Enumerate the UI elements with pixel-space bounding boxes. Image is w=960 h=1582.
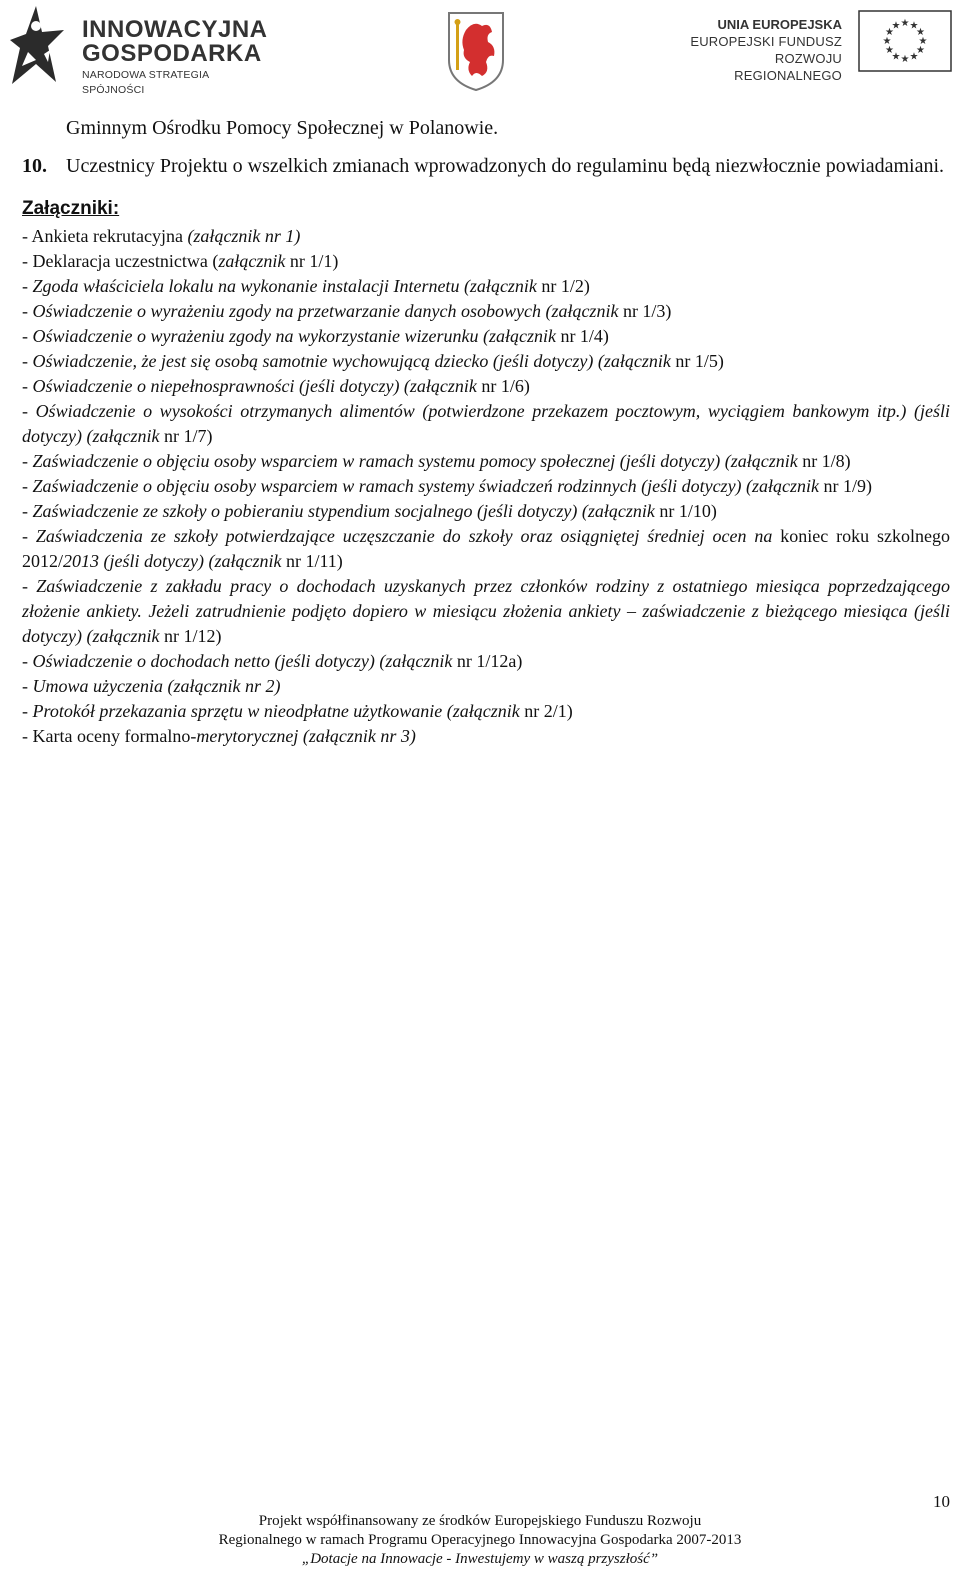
attachment-item: - Oświadczenie, że jest się osobą samotnie wychowującą dziecko (jeśli dotyczy) (załącznik nr 1/5)	[22, 351, 724, 371]
footer-line-2: Regionalnego w ramach Programu Operacyjnego Innowacyjna Gospodarka 2007-2013	[218, 1532, 742, 1548]
svg-text:★: ★	[885, 27, 894, 38]
logo-eu-line3: ROZWOJU REGIONALNEGO	[734, 51, 842, 83]
page-number: 10	[933, 1492, 950, 1511]
document-body	[22, 115, 950, 749]
attachment-item: - Umowa użyczenia (załącznik nr 2)	[22, 676, 281, 696]
page-header	[0, 0, 960, 100]
attachment-item: - Zaświadczenia ze szkoły potwierdzające uczęszczanie do szkoły oraz osiągniętej średniej ocen na koniec roku szkolnego 2012/2013 (jeśli dotyczy) (załącznik nr 1/11)	[22, 526, 951, 571]
footer-line-1: Projekt współfinansowany ze środków Europejskiego Funduszu Rozwoju	[258, 1513, 702, 1529]
attachment-item: - Ankieta rekrutacyjna (załącznik nr 1)	[22, 226, 301, 246]
footer-line-3: „Dotacje na Innowacje - Inwestujemy w waszą przyszłość”	[301, 1551, 659, 1567]
logo-ig-line2: GOSPODARKA	[82, 40, 262, 67]
attachments-list	[22, 224, 950, 749]
star-figure-icon	[6, 4, 68, 86]
innowacyjna-gospodarka-text	[82, 18, 268, 98]
logo-eu-line1: UNIA EUROPEJSKA	[717, 17, 842, 32]
attachments-heading: Załączniki:	[22, 198, 120, 219]
attachment-item: - Deklaracja uczestnictwa (załącznik nr 1/1)	[22, 251, 339, 271]
page-footer	[0, 1512, 960, 1569]
logo-eu-line2: EUROPEJSKI FUNDUSZ	[690, 34, 842, 49]
innowacyjna-gospodarka-logo	[6, 4, 268, 96]
svg-text:★: ★	[891, 20, 901, 32]
attachment-item: - Zaświadczenie ze szkoły o pobieraniu stypendium socjalnego (jeśli dotyczy) (załącznik nr 1/10)	[22, 501, 717, 521]
svg-text:★: ★	[885, 45, 894, 56]
item-number: 10.	[22, 155, 47, 177]
logo-ig-line3: NARODOWA STRATEGIA SPÓJNOŚCI	[82, 69, 209, 96]
item-text: Uczestnicy Projektu o wszelkich zmianach wprowadzonych do regulaminu będą niezwłocznie powiadamiani.	[66, 155, 945, 177]
attachment-item: - Zaświadczenie o objęciu osoby wsparciem w ramach systemy świadczeń rodzinnych (jeśli dotyczy) (załącznik nr 1/9)	[22, 476, 873, 496]
attachment-item: - Oświadczenie o wyrażeniu zgody na wykorzystanie wizerunku (załącznik nr 1/4)	[22, 326, 609, 346]
attachment-item: - Zaświadczenie o objęciu osoby wsparciem w ramach systemu pomocy społecznej (jeśli dotyczy) (załącznik nr 1/8)	[22, 451, 851, 471]
continuation-line: Gminnym Ośrodku Pomocy Społecznej w Polanowie.	[66, 117, 499, 139]
attachment-item: - Karta oceny formalno-merytorycznej (załącznik nr 3)	[22, 726, 416, 746]
attachment-item: - Oświadczenie o wysokości otrzymanych alimentów (potwierdzone przekazem pocztowym, wyciągiem bankowym itp.) (jeśli dotyczy) (załącznik nr 1/7)	[22, 401, 950, 446]
svg-text:★: ★	[882, 36, 892, 47]
eu-flag-icon	[858, 10, 952, 72]
eu-logo	[690, 10, 952, 83]
attachment-item: - Protokół przekazania sprzętu w nieodpłatne użytkowanie (załącznik nr 2/1)	[22, 701, 573, 721]
svg-text:★: ★	[916, 45, 925, 56]
svg-text:★: ★	[909, 20, 919, 32]
griffin-crest-icon	[446, 10, 506, 92]
svg-text:★: ★	[909, 51, 919, 63]
svg-text:★: ★	[900, 18, 910, 29]
svg-text:★: ★	[916, 27, 925, 38]
svg-text:★: ★	[891, 51, 901, 63]
attachment-item: - Zgoda właściciela lokalu na wykonanie instalacji Internetu (załącznik nr 1/2)	[22, 276, 590, 296]
eu-text	[690, 16, 842, 84]
attachment-item: - Zaświadczenie z zakładu pracy o dochodach uzyskanych przez członków rodziny z ostatniego miesiąca poprzedzającego złożenie ankiety. Jeżeli zatrudnienie podjęto dopiero w miesiącu złożenia ankiety – zaświadczenie z bieżącego miesiąca (jeśli dotyczy) (załącznik nr 1/12)	[22, 576, 950, 646]
numbered-item-10	[22, 153, 950, 179]
attachment-item: - Oświadczenie o dochodach netto (jeśli dotyczy) (załącznik nr 1/12a)	[22, 651, 523, 671]
svg-text:★: ★	[900, 54, 910, 65]
logo-ig-line1: INNOWACYJNA	[82, 16, 268, 43]
svg-text:★: ★	[918, 36, 928, 47]
attachment-item: - Oświadczenie o niepełnosprawności (jeśli dotyczy) (załącznik nr 1/6)	[22, 376, 530, 396]
attachment-item: - Oświadczenie o wyrażeniu zgody na przetwarzanie danych osobowych (załącznik nr 1/3)	[22, 301, 672, 321]
